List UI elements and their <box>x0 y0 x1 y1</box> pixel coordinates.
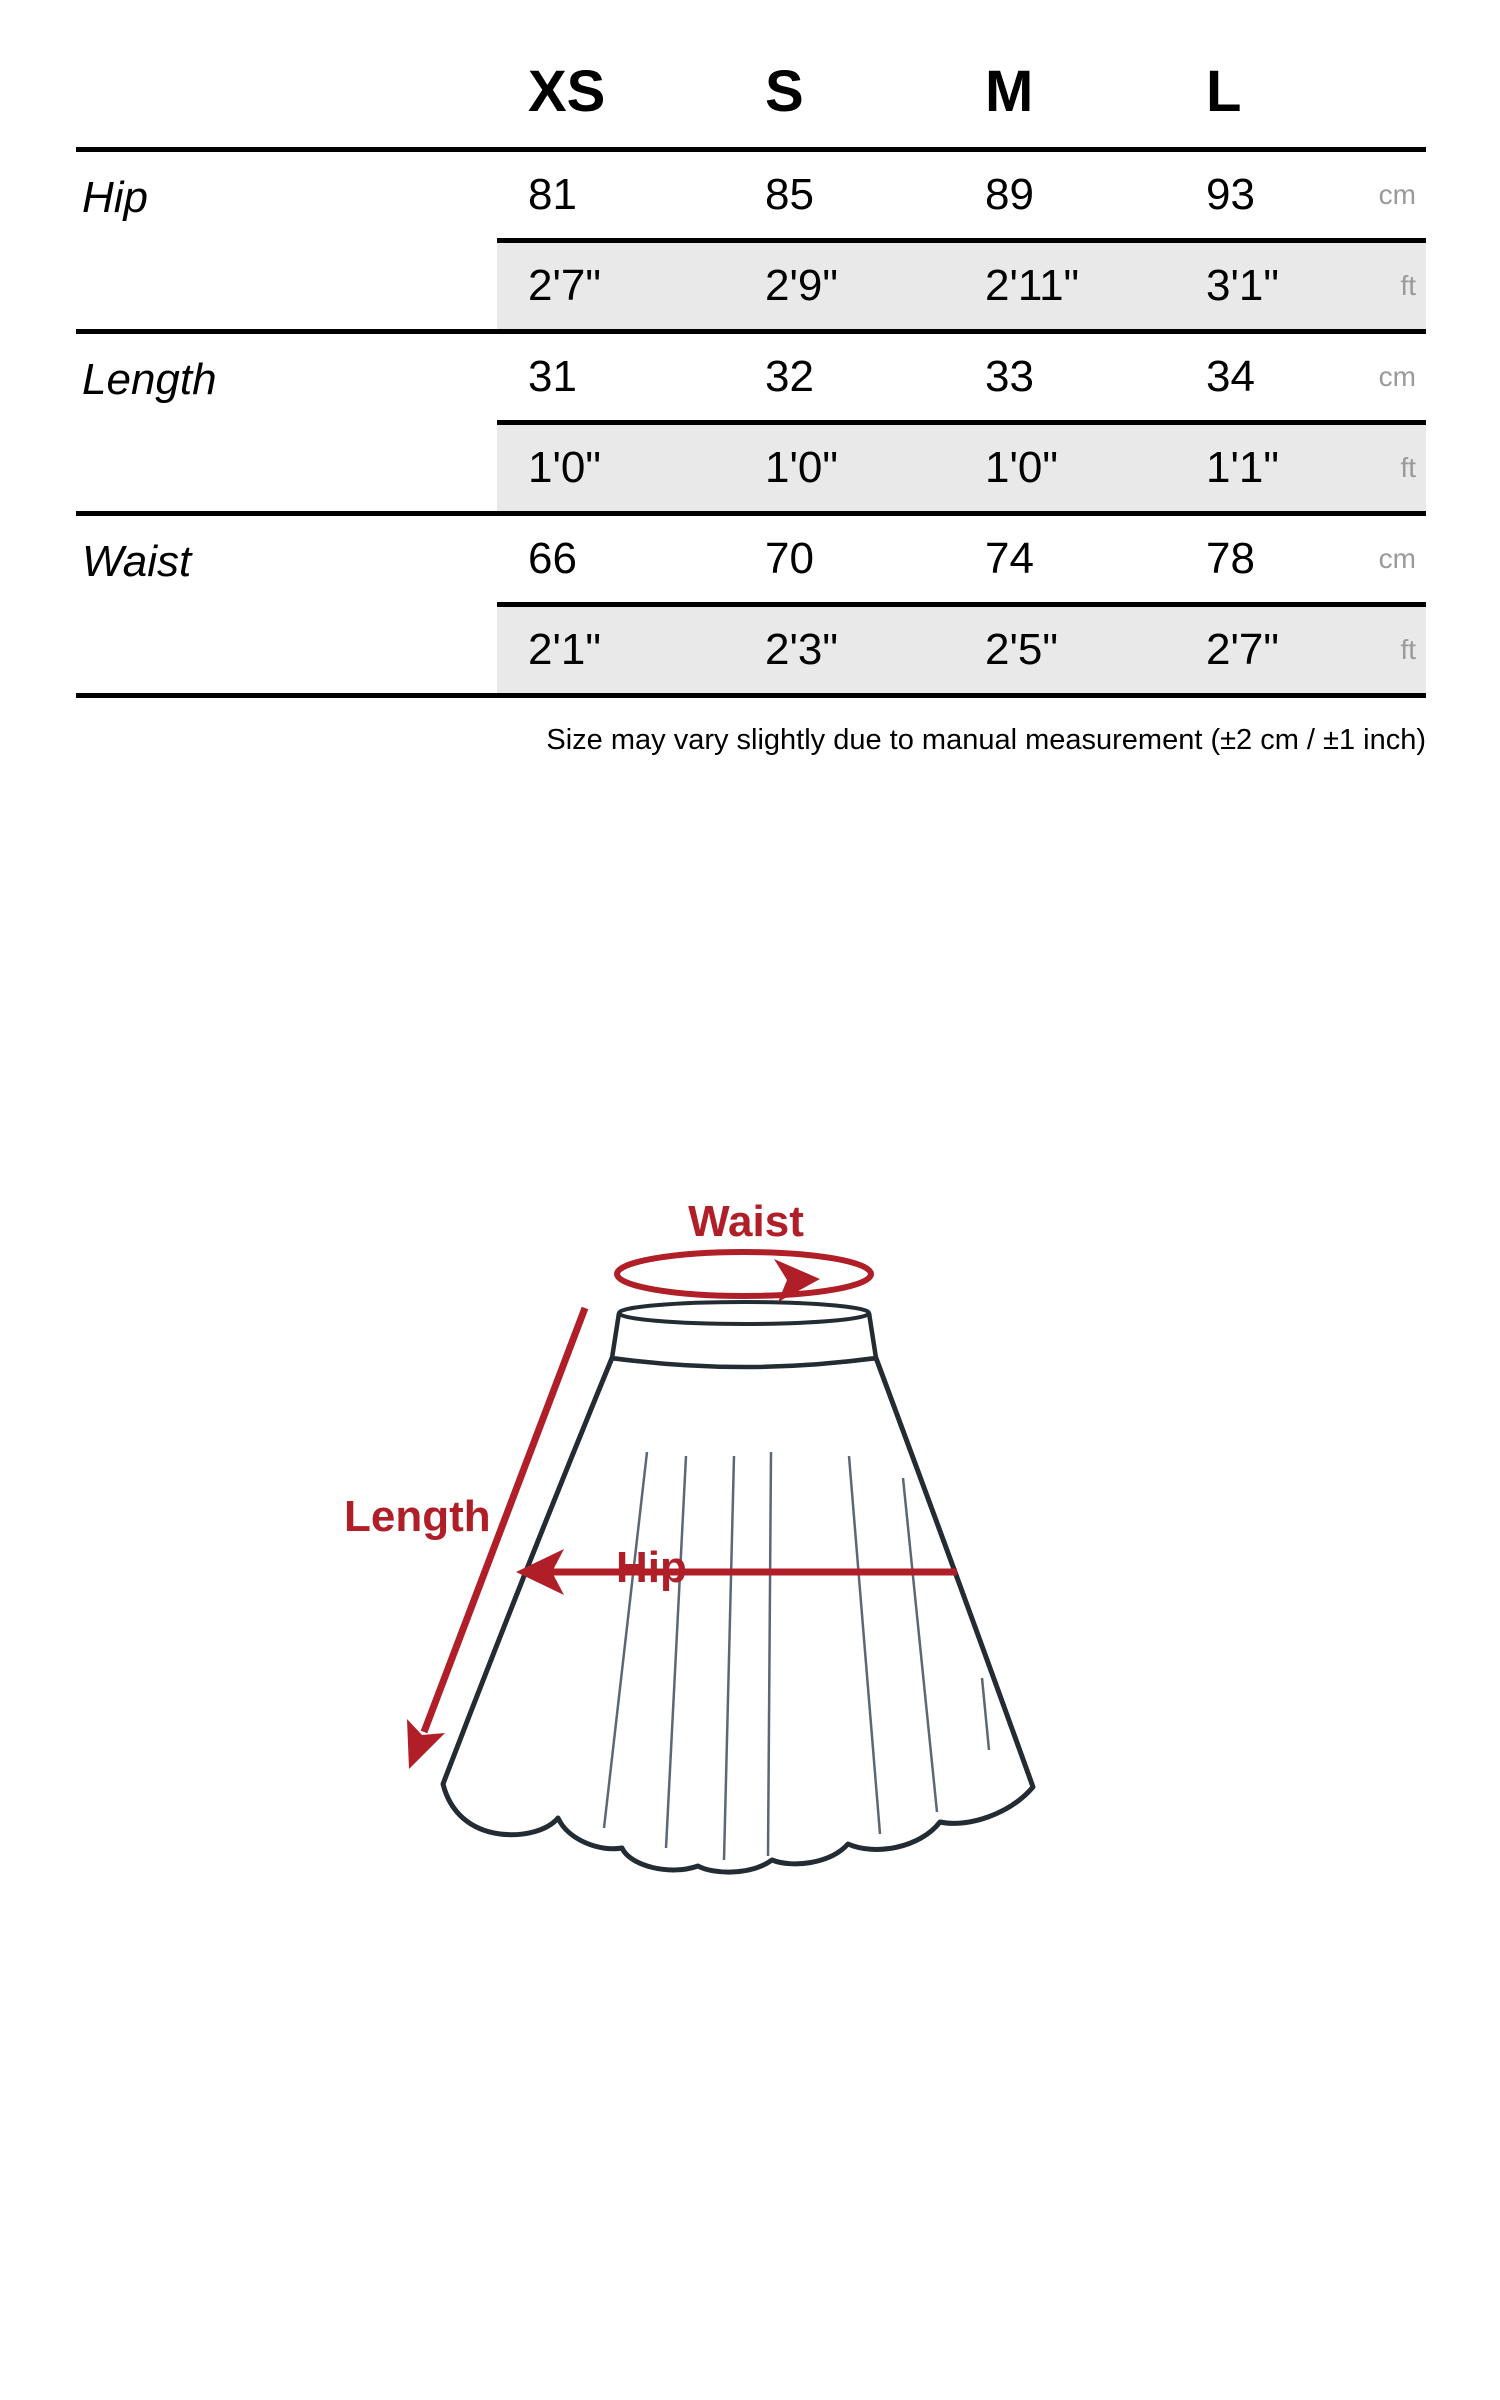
size-chart-table <box>76 0 1426 757</box>
length-cm-xs: 31 <box>497 334 719 425</box>
length-cm-m: 33 <box>941 334 1163 425</box>
size-column-s: S <box>765 59 804 124</box>
hip-cm-xs: 81 <box>497 152 719 243</box>
hip-cm-m: 89 <box>941 152 1163 243</box>
diagram-waist-label: Waist <box>688 1197 804 1246</box>
diagram-length-label: Length <box>344 1492 491 1541</box>
skirt-measurement-diagram <box>300 1150 1100 1920</box>
length-cm-s: 32 <box>719 334 941 425</box>
table-bottom-border <box>76 693 1426 698</box>
length-ft-xs: 1'0" <box>497 425 719 511</box>
hip-cm-l: 93 <box>1163 152 1385 243</box>
waist-measure-arrow <box>617 1252 871 1302</box>
unit-ft-label: ft <box>1385 425 1426 511</box>
waist-cm-row <box>76 516 1426 607</box>
unit-cm-label: cm <box>1385 516 1426 607</box>
hip-ft-s: 2'9" <box>719 243 941 329</box>
size-table-header-row <box>76 0 1426 152</box>
size-column-xs: XS <box>528 59 606 124</box>
row-label-waist: Waist <box>82 536 192 586</box>
skirt-illustration <box>443 1302 1033 1872</box>
length-ft-row <box>76 425 1426 511</box>
skirt-body-outline <box>443 1358 1033 1872</box>
unit-cm-label: cm <box>1385 152 1426 243</box>
measurement-tolerance-note: Size may vary slightly due to manual measurement (±2 cm / ±1 inch) <box>546 724 1426 756</box>
hip-cm-s: 85 <box>719 152 941 243</box>
waist-ft-s: 2'3" <box>719 607 941 693</box>
unit-ft-label: ft <box>1385 607 1426 693</box>
skirt-waistband-rim <box>619 1302 869 1324</box>
row-label-hip: Hip <box>82 172 149 222</box>
size-column-m: M <box>985 59 1034 124</box>
length-cm-row <box>76 334 1426 425</box>
row-label-length: Length <box>82 354 217 404</box>
length-cm-l: 34 <box>1163 334 1385 425</box>
waist-cm-m: 74 <box>941 516 1163 607</box>
waist-cm-xs: 66 <box>497 516 719 607</box>
length-ft-l: 1'1" <box>1163 425 1385 511</box>
waist-ft-row <box>76 607 1426 693</box>
hip-ft-l: 3'1" <box>1163 243 1385 329</box>
header-unit-spacer <box>1385 0 1426 147</box>
waist-ft-l: 2'7" <box>1163 607 1385 693</box>
waist-cm-s: 70 <box>719 516 941 607</box>
size-column-l: L <box>1206 59 1242 124</box>
waist-cm-l: 78 <box>1163 516 1385 607</box>
hip-cm-row <box>76 152 1426 243</box>
row-spacer <box>76 243 497 329</box>
unit-ft-label: ft <box>1385 243 1426 329</box>
diagram-hip-label: Hip <box>616 1543 687 1592</box>
unit-cm-label: cm <box>1385 334 1426 425</box>
hip-ft-xs: 2'7" <box>497 243 719 329</box>
row-spacer <box>76 607 497 693</box>
hip-ft-row <box>76 243 1426 329</box>
header-spacer <box>76 0 497 147</box>
hip-ft-m: 2'11" <box>941 243 1163 329</box>
waist-ft-xs: 2'1" <box>497 607 719 693</box>
length-ft-s: 1'0" <box>719 425 941 511</box>
waist-ft-m: 2'5" <box>941 607 1163 693</box>
row-spacer <box>76 425 497 511</box>
length-ft-m: 1'0" <box>941 425 1163 511</box>
